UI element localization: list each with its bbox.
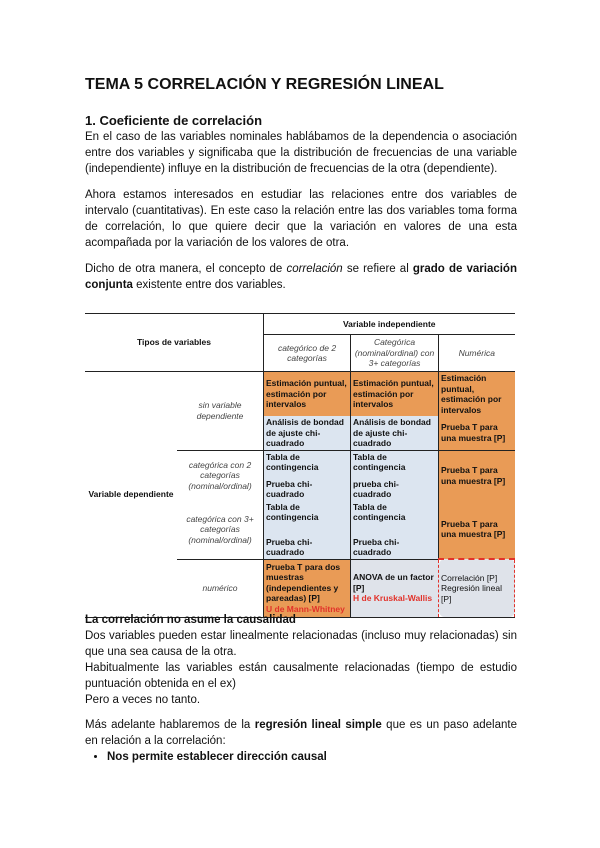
bullet-item: • Nos permite establecer dirección causal xyxy=(107,749,517,765)
cell: H de Kruskal-Wallis xyxy=(353,593,433,604)
cell: Correlación [P] xyxy=(441,572,498,583)
cell: Prueba T para dos muestras (independientes y pareadas) [P] xyxy=(266,561,341,604)
col-header: categórico de 2 categorías xyxy=(264,335,351,372)
cell: Prueba chi-cuadrado xyxy=(353,536,400,557)
cell: Prueba T para una muestra [P] xyxy=(439,501,515,560)
page-title: TEMA 5 CORRELACIÓN Y REGRESIÓN LINEAL xyxy=(85,76,444,93)
cell: Estimación puntual, estimación por intervalos xyxy=(264,372,351,417)
col-header: Numérica xyxy=(439,335,515,372)
variables-table xyxy=(85,313,515,618)
cell: Tabla de contingencia xyxy=(353,501,406,522)
cell: Prueba chi-cuadrado xyxy=(266,536,313,557)
cell: prueba chi-cuadrado xyxy=(353,478,399,499)
cell: Estimación puntual, estimación por intervalos xyxy=(439,372,515,417)
cell: Análisis de bondad de ajuste chi-cuadrado xyxy=(264,416,351,450)
bullet-list xyxy=(85,749,517,765)
cell: Estimación puntual, estimación por intervalos xyxy=(351,372,439,417)
col-header: Categórica (nominal/ordinal) con 3+ categorías xyxy=(351,335,439,372)
paragraph: Más adelante hablaremos de la regresión lineal simple que es un paso adelante en relación a la correlación: xyxy=(85,719,517,747)
cell: Tabla de contingencia xyxy=(353,451,406,472)
paragraph: Ahora estamos interesados en estudiar las relaciones entre dos variables de intervalo (cuantitativas). En este caso la relación entre las dos variables toma forma de correlación, lo que quiere decir que la variación en valores de una esta acompañada por la variación de los valores de otra. xyxy=(85,189,517,249)
cell: U de Mann-Whitney xyxy=(266,603,345,614)
paragraph: Dos variables pueden estar linealmente relacionadas (incluso muy relacionadas) sin que una sea causa de la otra. xyxy=(85,630,517,658)
cell: Regresión lineal [P] xyxy=(441,583,502,604)
paragraph: Pero a veces no tanto. xyxy=(85,694,201,706)
subheading: La correlación no asume la causalidad xyxy=(85,614,296,626)
cell: Tabla de contingencia xyxy=(266,451,319,472)
vd-label: Variable dependiente xyxy=(88,489,174,499)
vi-header: Variable independiente xyxy=(264,314,515,335)
cell: ANOVA de un factor [P] xyxy=(353,572,434,593)
cell: Prueba T para una muestra [P] xyxy=(439,450,515,501)
row-header: sin variable dependiente xyxy=(196,400,244,421)
cell: Análisis de bondad de ajuste chi-cuadrado xyxy=(351,416,439,450)
paragraph: Habitualmente las variables están causalmente relacionadas (tiempo de estudio puntuación obtenida en el ex) xyxy=(85,662,517,690)
paragraph: Dicho de otra manera, el concepto de correlación se refiere al grado de variación conjunta existente entre dos variables. xyxy=(85,263,517,291)
row-header: numérico xyxy=(202,582,238,593)
section-heading: 1. Coeficiente de correlación xyxy=(85,113,263,128)
tipos-header: Tipos de variables xyxy=(136,337,211,348)
row-header: categórica con 3+ categorías (nominal/ordinal) xyxy=(186,513,254,545)
paragraph: En el caso de las variables nominales hablábamos de la dependencia o asociación entre dos variables y significaba que la distribución de frecuencias de una variable (independiente) influye en la distribución de frecuencias de la otra (dependiente). xyxy=(85,131,517,175)
cell: Prueba chi-cuadrado xyxy=(266,478,313,499)
cell: Tabla de contingencia xyxy=(266,501,319,522)
row-header: categórica con 2 categorías (nominal/ordinal) xyxy=(188,459,252,491)
cell: Prueba T para una muestra [P] xyxy=(439,416,515,450)
